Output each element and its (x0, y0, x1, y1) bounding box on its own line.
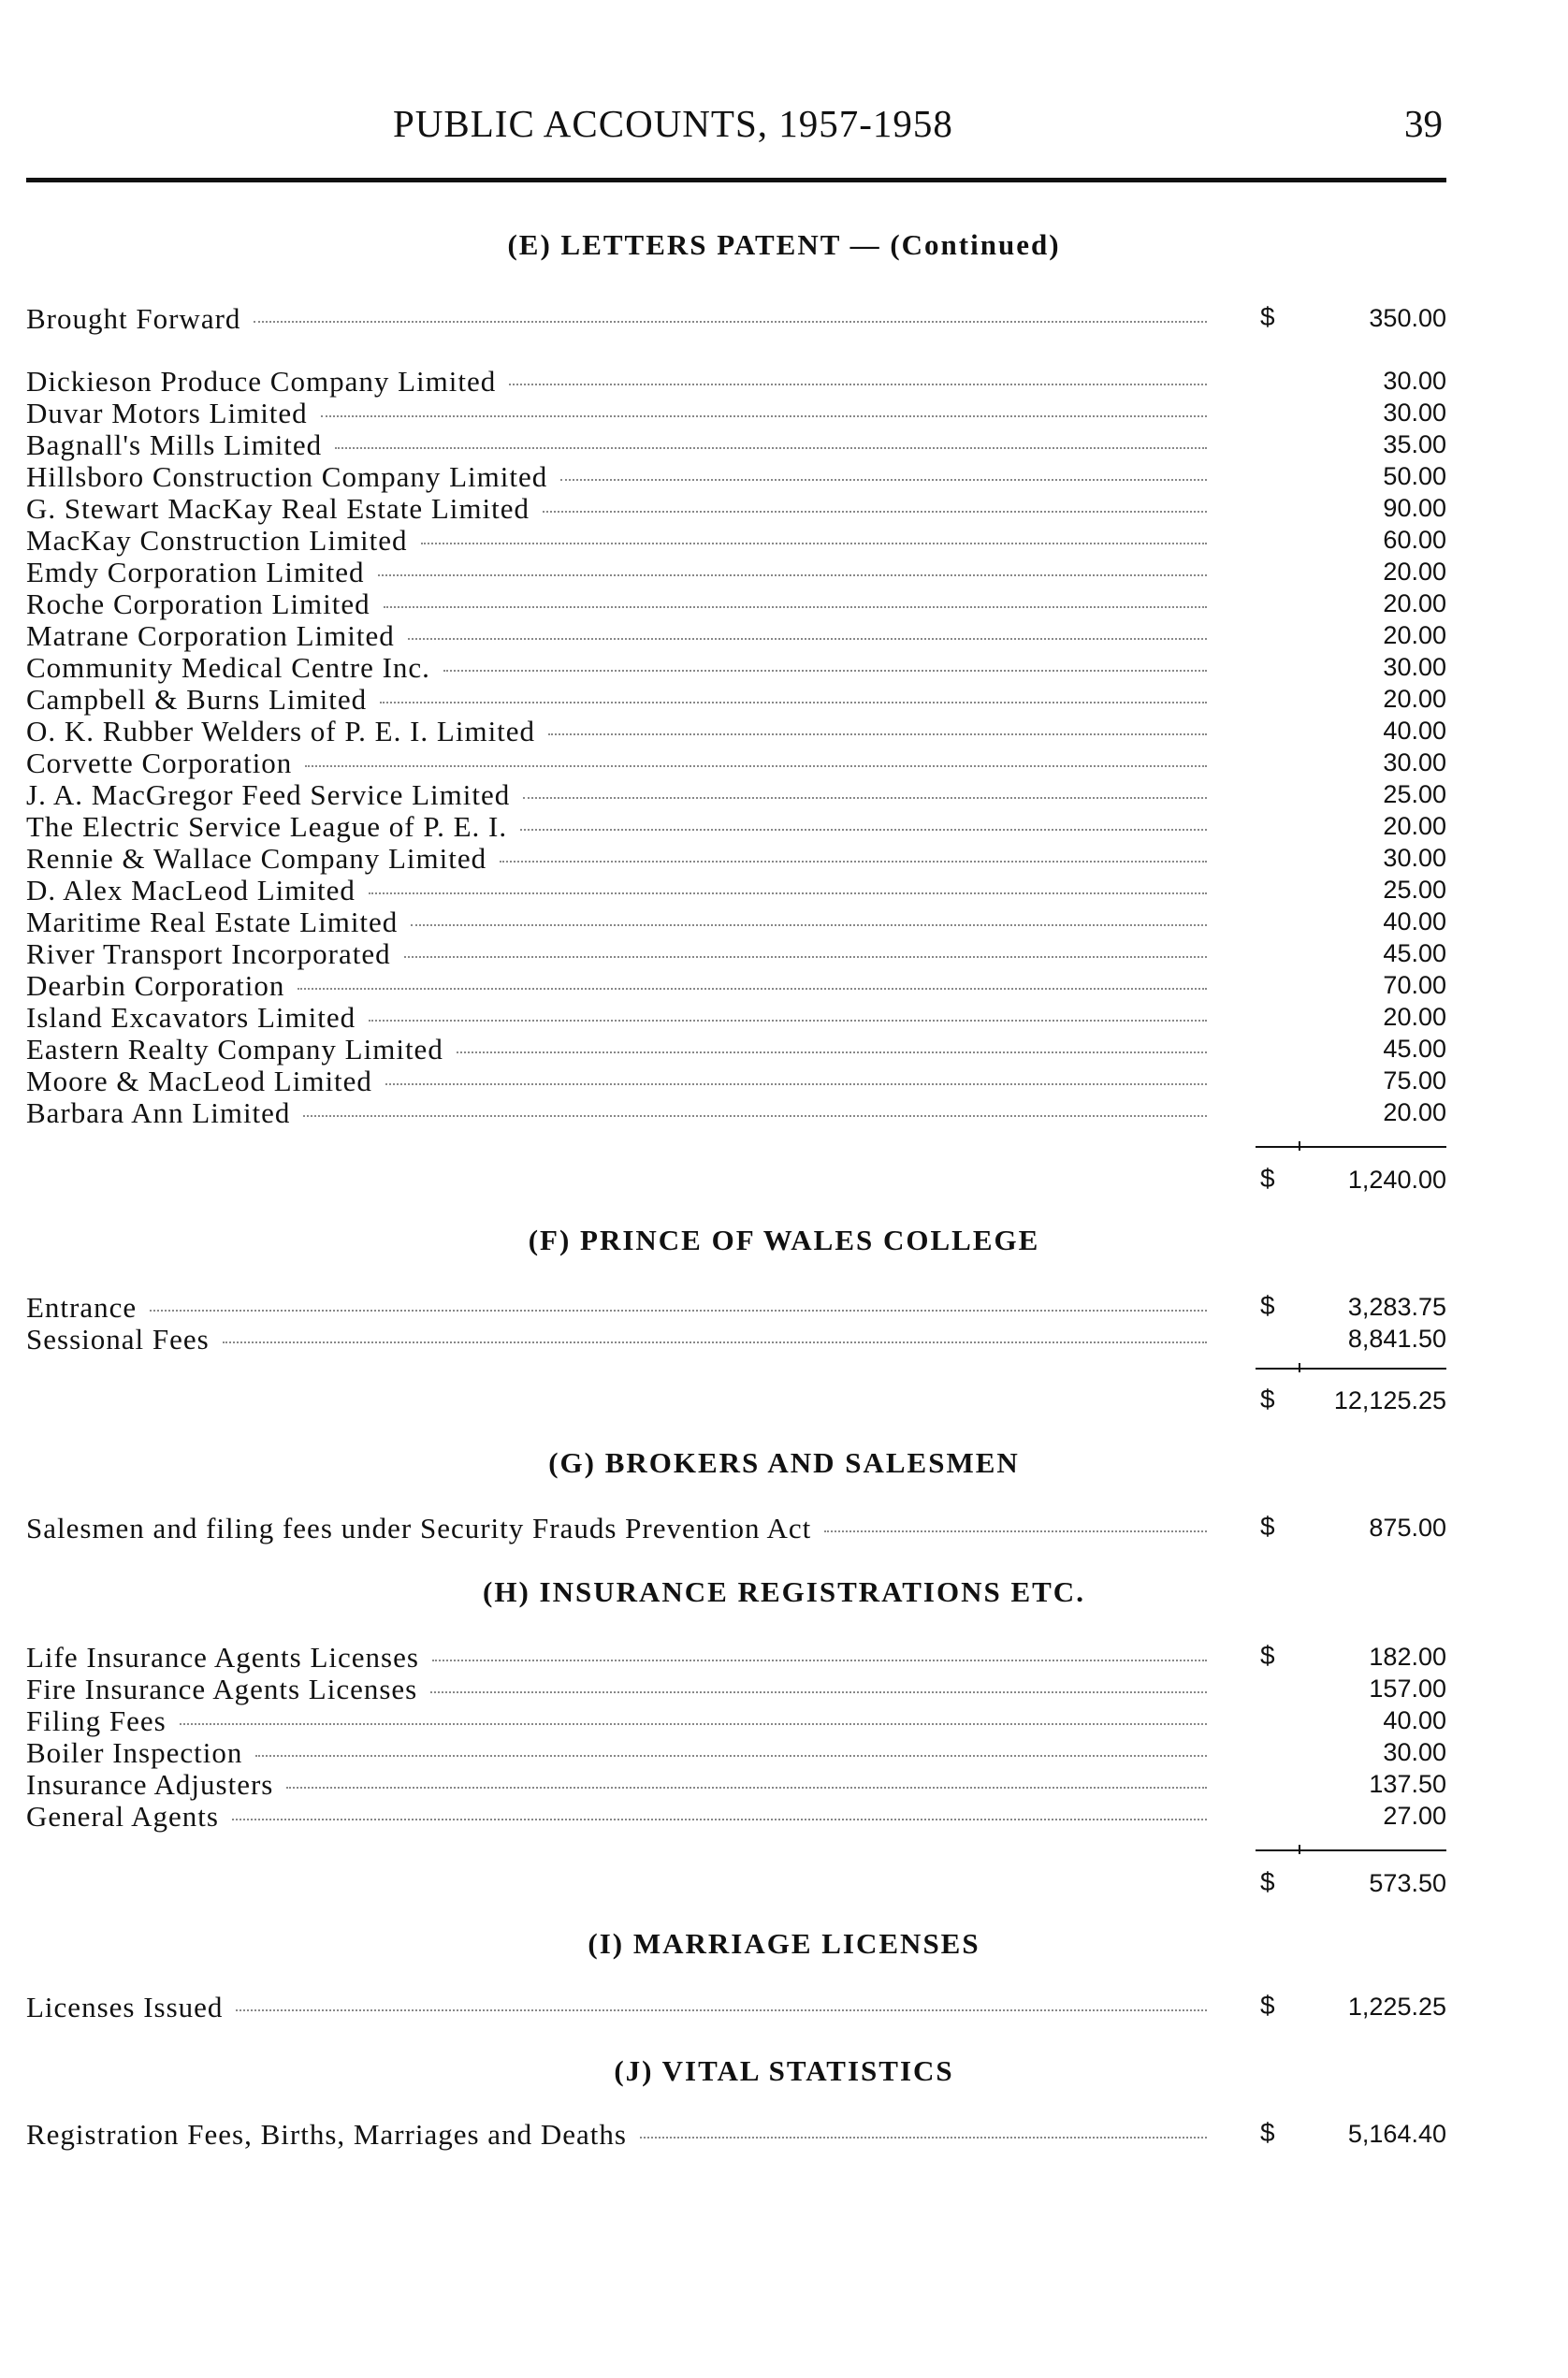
ledger-row (26, 1800, 1446, 1832)
ledger-row-amount: 1,225.25 (1347, 1993, 1446, 2021)
ledger-row-amount: 70.00 (1383, 971, 1446, 999)
ledger-row (26, 715, 1446, 747)
ledger-row (26, 1991, 1446, 2023)
section-title-vital-statistics: (J) VITAL STATISTICS (614, 2054, 954, 2087)
ledger-row-label: Matrane Corporation Limited (26, 619, 395, 652)
dot-leader (384, 605, 1207, 608)
ledger-row-amount: 40.00 (1383, 1706, 1446, 1734)
dot-leader (430, 1690, 1207, 1693)
ledger-row-amount: 45.00 (1383, 939, 1446, 967)
page-number: 39 (1404, 102, 1443, 145)
ledger-row-label: River Transport Incorporated (26, 937, 391, 970)
ledger-row-label: Hillsboro Construction Company Limited (26, 460, 548, 493)
dot-leader (432, 1659, 1207, 1661)
ledger-row-amount: 30.00 (1383, 1738, 1446, 1766)
ledger-row-label: Insurance Adjusters (26, 1768, 274, 1801)
dot-leader (385, 1082, 1207, 1085)
total-rule (1256, 1849, 1446, 1851)
ledger-row-amount: 20.00 (1383, 558, 1446, 586)
section-title-prince-of-wales: (F) PRINCE OF WALES COLLEGE (528, 1224, 1040, 1256)
ledger-row-amount: 20.00 (1383, 685, 1446, 713)
dot-leader (421, 542, 1207, 544)
section-total-amount: 1,240.00 (1347, 1166, 1446, 1194)
currency-sign: $ (1260, 2118, 1275, 2147)
total-rule (1256, 1368, 1446, 1370)
dot-leader (380, 701, 1207, 703)
currency-sign: $ (1260, 1641, 1275, 1670)
ledger-row-label: Moore & MacLeod Limited (26, 1065, 372, 1097)
ledger-row-amount: 40.00 (1383, 907, 1446, 935)
ledger-row (26, 492, 1446, 524)
ledger-row-label: Island Excavators Limited (26, 1001, 356, 1034)
currency-sign: $ (1260, 1164, 1275, 1193)
ledger-row-amount: 30.00 (1383, 844, 1446, 872)
dot-leader (150, 1309, 1207, 1312)
ledger-row-amount: 8,841.50 (1347, 1325, 1446, 1353)
ledger-row (26, 1768, 1446, 1800)
dot-leader (232, 1818, 1207, 1820)
ledger-row-amount: 20.00 (1383, 1098, 1446, 1126)
dot-leader (457, 1051, 1207, 1053)
ledger-row-amount: 20.00 (1383, 621, 1446, 649)
dot-leader (523, 796, 1207, 799)
dot-leader (369, 1019, 1207, 1022)
ledger-row (26, 556, 1446, 587)
ledger-row-amount: 20.00 (1383, 589, 1446, 617)
ledger-row-label: Bagnall's Mills Limited (26, 428, 323, 461)
ledger-row-label: D. Alex MacLeod Limited (26, 874, 356, 906)
ledger-row-amount: 182.00 (1369, 1643, 1446, 1671)
ledger-row-amount: 75.00 (1383, 1066, 1446, 1095)
ledger-row-label: Life Insurance Agents Licenses (26, 1641, 419, 1674)
dot-leader (509, 383, 1207, 385)
ledger-row-label: Barbara Ann Limited (26, 1096, 291, 1129)
ledger-row-label: Salesmen and filing fees under Security Frauds Prevention Act (26, 1512, 812, 1544)
section-total-amount: 573.50 (1369, 1869, 1446, 1897)
brought-forward-row (26, 302, 1446, 334)
ledger-row (26, 1641, 1446, 1673)
ledger-row (26, 524, 1446, 556)
currency-sign: $ (1260, 1867, 1275, 1896)
ledger-row-label: Licenses Issued (26, 1991, 224, 2023)
ledger-row-amount: 5,164.40 (1347, 2120, 1446, 2148)
ledger-row (26, 1736, 1446, 1768)
ledger-row-label: Corvette Corporation (26, 747, 293, 779)
ledger-row-amount: 50.00 (1383, 462, 1446, 490)
dot-leader (378, 573, 1207, 576)
ledger-row-amount: 157.00 (1369, 1675, 1446, 1703)
header-rule (26, 178, 1446, 182)
ledger-row-label: Dearbin Corporation (26, 969, 285, 1002)
ledger-row (26, 1704, 1446, 1736)
ledger-row-amount: 30.00 (1383, 748, 1446, 776)
ledger-row-label: Sessional Fees (26, 1323, 210, 1356)
ledger-row-label: J. A. MacGregor Feed Service Limited (26, 778, 511, 811)
ledger-row-amount: 3,283.75 (1347, 1293, 1446, 1321)
ledger-row-amount: 90.00 (1383, 494, 1446, 522)
ledger-row (26, 1033, 1446, 1065)
ledger-row-amount: 30.00 (1383, 399, 1446, 427)
dot-leader (369, 892, 1207, 894)
dot-leader (298, 987, 1207, 990)
ledger-row-label: General Agents (26, 1800, 219, 1833)
dot-leader (321, 414, 1207, 417)
ledger-row-label: Filing Fees (26, 1704, 167, 1737)
ledger-row-amount: 45.00 (1383, 1035, 1446, 1063)
brought-forward-label: Brought Forward (26, 302, 241, 335)
section-total-amount: 12,125.25 (1333, 1386, 1446, 1414)
currency-sign: $ (1260, 1291, 1275, 1320)
dot-leader (824, 1530, 1207, 1532)
ledger-row (26, 1673, 1446, 1704)
ledger-row-label: G. Stewart MacKay Real Estate Limited (26, 492, 530, 525)
ledger-row (26, 2118, 1446, 2150)
dot-leader (303, 1114, 1207, 1117)
ledger-row (26, 1512, 1446, 1544)
ledger-row-label: Entrance (26, 1291, 138, 1324)
ledger-row (26, 587, 1446, 619)
dot-leader (223, 1341, 1207, 1343)
dot-leader (500, 860, 1207, 863)
ledger-row (26, 428, 1446, 460)
section-total-row (26, 1164, 1446, 1196)
currency-sign: $ (1260, 1512, 1275, 1541)
ledger-row (26, 937, 1446, 969)
ledger-row (26, 1096, 1446, 1128)
ledger-row-label: Fire Insurance Agents Licenses (26, 1673, 418, 1705)
ledger-row-amount: 30.00 (1383, 653, 1446, 681)
ledger-row (26, 1323, 1446, 1355)
ledger-row-label: Maritime Real Estate Limited (26, 906, 399, 938)
ledger-row-amount: 20.00 (1383, 1003, 1446, 1031)
ledger-row-label: Boiler Inspection (26, 1736, 243, 1769)
ledger-row-amount: 30.00 (1383, 367, 1446, 395)
dot-leader (548, 732, 1207, 735)
dot-leader (640, 2136, 1207, 2139)
ledger-row-amount: 137.50 (1369, 1770, 1446, 1798)
ledger-row-amount: 27.00 (1383, 1802, 1446, 1830)
ledger-row (26, 874, 1446, 906)
section-total-row (26, 1385, 1446, 1416)
total-rule (1256, 1146, 1446, 1148)
ledger-row-label: Duvar Motors Limited (26, 397, 308, 429)
page-header-title: PUBLIC ACCOUNTS, 1957-1958 (393, 102, 953, 145)
ledger-row (26, 397, 1446, 428)
ledger-row (26, 619, 1446, 651)
ledger-row-amount: 20.00 (1383, 812, 1446, 840)
ledger-row (26, 810, 1446, 842)
dot-leader (255, 1754, 1207, 1757)
ledger-row-label: MacKay Construction Limited (26, 524, 408, 557)
dot-leader (411, 923, 1207, 926)
ledger-row-label: Dickieson Produce Company Limited (26, 365, 497, 398)
brought-forward-amount: 350.00 (1369, 304, 1446, 332)
ledger-row (26, 365, 1446, 397)
currency-sign: $ (1260, 1991, 1275, 2020)
ledger-row (26, 1291, 1446, 1323)
ledger-row-label: Rennie & Wallace Company Limited (26, 842, 487, 875)
dot-leader (335, 446, 1207, 449)
dot-leader (443, 669, 1207, 672)
ledger-row-label: O. K. Rubber Welders of P. E. I. Limited (26, 715, 536, 747)
ledger-row (26, 1001, 1446, 1033)
ledger-row-amount: 875.00 (1369, 1514, 1446, 1542)
ledger-row-amount: 60.00 (1383, 526, 1446, 554)
currency-sign: $ (1260, 1385, 1275, 1414)
ledger-row-amount: 35.00 (1383, 430, 1446, 458)
section-title-letters-patent: (E) LETTERS PATENT — (Continued) (507, 228, 1061, 261)
ledger-row-label: Emdy Corporation Limited (26, 556, 365, 588)
ledger-row (26, 906, 1446, 937)
ledger-row-label: The Electric Service League of P. E. I. (26, 810, 508, 843)
dot-leader (408, 637, 1207, 640)
ledger-row-amount: 40.00 (1383, 717, 1446, 745)
ledger-row (26, 651, 1446, 683)
dot-leader (560, 478, 1207, 481)
ledger-row (26, 1065, 1446, 1096)
ledger-row (26, 460, 1446, 492)
currency-sign: $ (1260, 302, 1275, 331)
dot-leader (286, 1786, 1207, 1789)
ledger-row-label: Registration Fees, Births, Marriages and Deaths (26, 2118, 627, 2151)
ledger-row (26, 778, 1446, 810)
dot-leader (180, 1722, 1207, 1725)
dot-leader (236, 2008, 1207, 2011)
ledger-row-label: Community Medical Centre Inc. (26, 651, 430, 684)
section-title-brokers: (G) BROKERS AND SALESMEN (548, 1446, 1020, 1479)
dot-leader (404, 955, 1207, 958)
dot-leader (543, 510, 1207, 513)
dot-leader (254, 320, 1207, 323)
section-title-insurance: (H) INSURANCE REGISTRATIONS ETC. (483, 1575, 1085, 1608)
ledger-row-amount: 25.00 (1383, 780, 1446, 808)
ledger-row (26, 842, 1446, 874)
ledger-row-label: Campbell & Burns Limited (26, 683, 368, 716)
ledger-row (26, 747, 1446, 778)
ledger-row-amount: 25.00 (1383, 876, 1446, 904)
ledger-row-label: Roche Corporation Limited (26, 587, 370, 620)
section-title-marriage: (I) MARRIAGE LICENSES (588, 1927, 980, 1960)
section-total-row (26, 1867, 1446, 1899)
ledger-row (26, 683, 1446, 715)
ledger-row (26, 969, 1446, 1001)
dot-leader (305, 764, 1207, 767)
dot-leader (520, 828, 1207, 831)
ledger-row-label: Eastern Realty Company Limited (26, 1033, 443, 1066)
